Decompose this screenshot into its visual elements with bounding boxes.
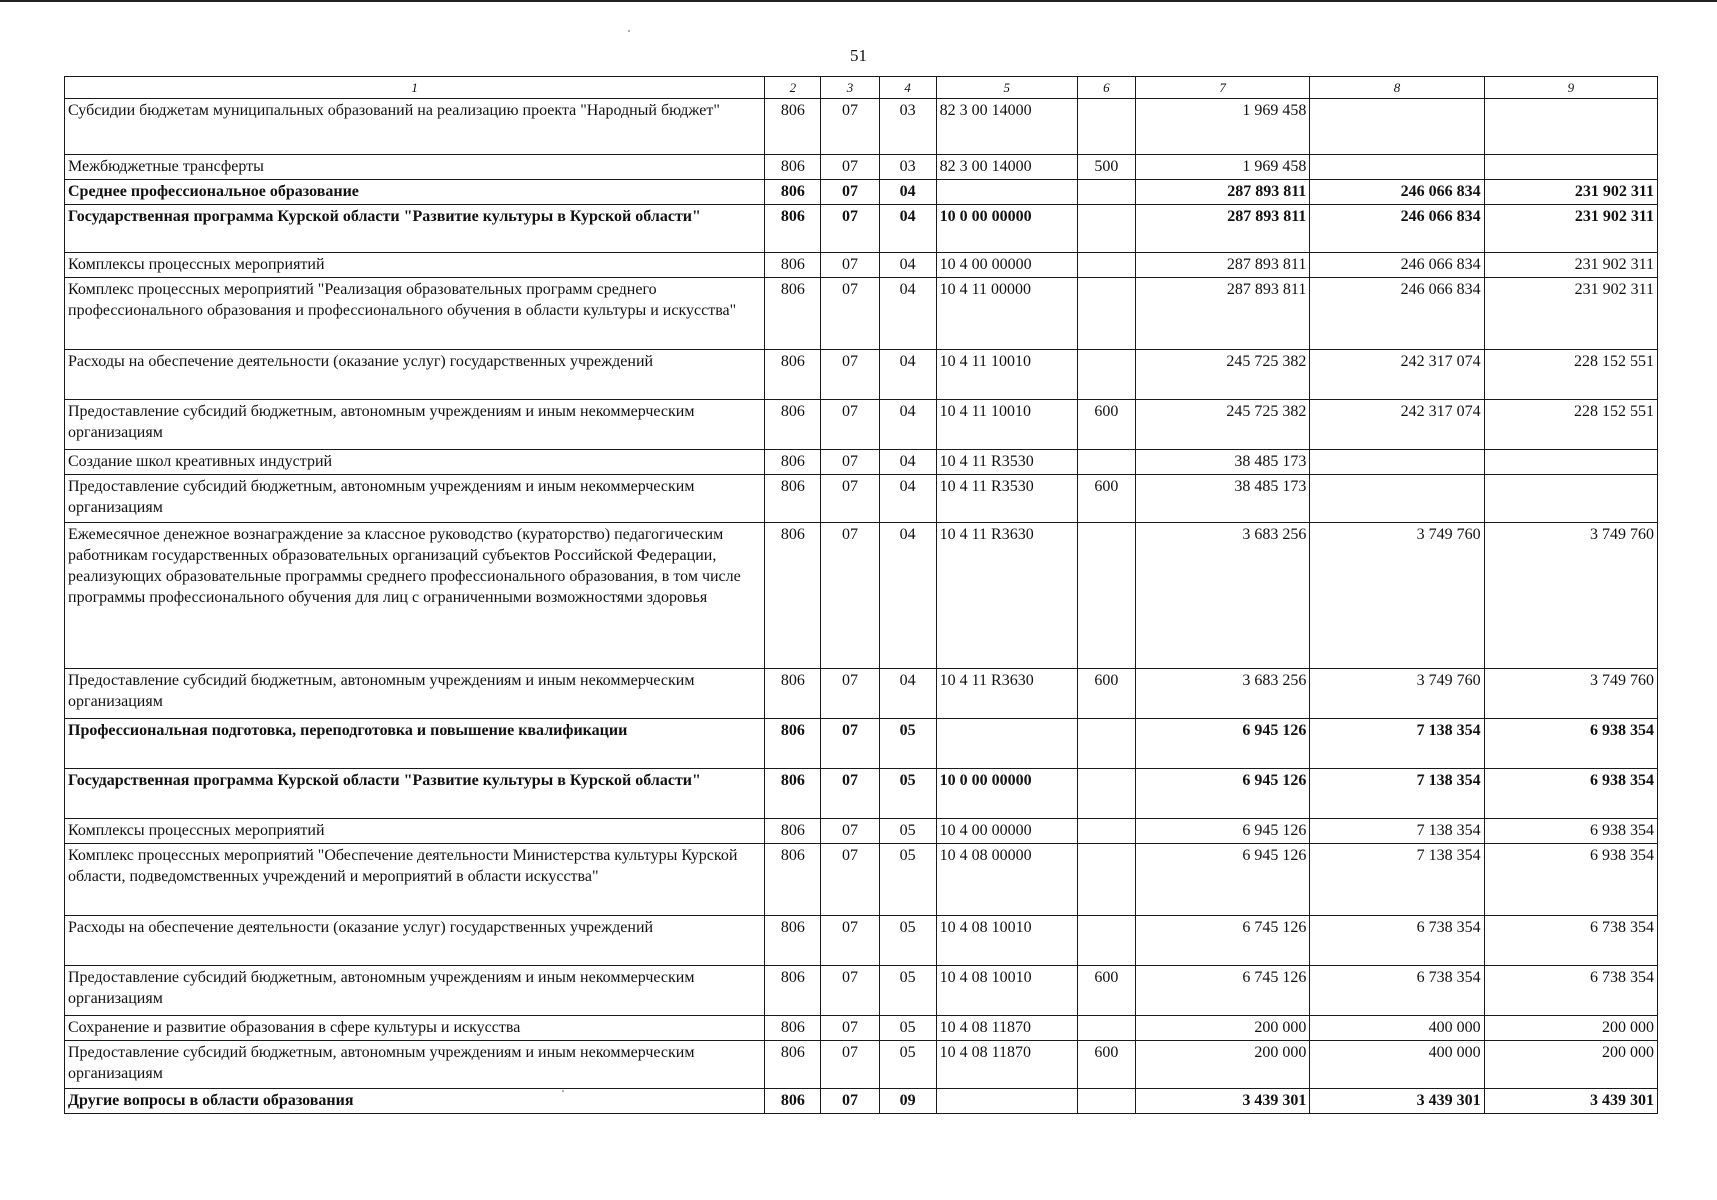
cell-target-article: 10 4 11 R3530 [936, 475, 1077, 523]
cell-subsection-code: 05 [879, 1016, 936, 1041]
table-row [65, 1089, 1658, 1114]
cell-ministry-code: 806 [765, 819, 821, 844]
cell-target-article: 82 3 00 14000 [936, 155, 1077, 180]
cell-section-code: 07 [821, 278, 879, 350]
cell-subsection-code: 05 [879, 819, 936, 844]
cell-amount-year-1: 6 945 126 [1135, 844, 1309, 916]
table-row [65, 450, 1658, 475]
cell-amount-year-1: 1 969 458 [1135, 99, 1309, 155]
cell-target-article: 10 4 11 10010 [936, 350, 1077, 400]
cell-expense-type [1077, 916, 1135, 966]
cell-name: Расходы на обеспечение деятельности (оказание услуг) государственных учреждений [65, 916, 765, 966]
cell-amount-year-3: 228 152 551 [1484, 350, 1657, 400]
cell-section-code: 07 [821, 719, 879, 769]
cell-amount-year-3: 3 749 760 [1484, 669, 1657, 719]
cell-amount-year-2: 3 439 301 [1310, 1089, 1484, 1114]
cell-amount-year-2: 7 138 354 [1310, 719, 1484, 769]
cell-section-code: 07 [821, 844, 879, 916]
cell-expense-type [1077, 253, 1135, 278]
cell-target-article: 10 4 00 00000 [936, 819, 1077, 844]
cell-ministry-code: 806 [765, 350, 821, 400]
cell-expense-type: 600 [1077, 1041, 1135, 1089]
cell-section-code: 07 [821, 1016, 879, 1041]
cell-expense-type: 500 [1077, 155, 1135, 180]
cell-ministry-code: 806 [765, 450, 821, 475]
cell-amount-year-2: 400 000 [1310, 1041, 1484, 1089]
column-number: 4 [879, 77, 936, 99]
cell-name: Ежемесячное денежное вознаграждение за классное руководство (кураторство) педагогическим работникам государственных образовательных организаций субъектов Российской Федерации, реализующих образовательные программы среднего профессионального образования, в том числе программы профессионального обучения для лиц с ограниченными возможностями здоровья [65, 523, 765, 669]
table-row [65, 1016, 1658, 1041]
cell-expense-type [1077, 1016, 1135, 1041]
table-row [65, 278, 1658, 350]
cell-subsection-code: 04 [879, 450, 936, 475]
cell-amount-year-3: 6 938 354 [1484, 769, 1657, 819]
table-row [65, 669, 1658, 719]
cell-expense-type [1077, 180, 1135, 205]
cell-ministry-code: 806 [765, 966, 821, 1016]
cell-amount-year-1: 6 745 126 [1135, 966, 1309, 1016]
cell-target-article: 10 4 00 00000 [936, 253, 1077, 278]
cell-expense-type: 600 [1077, 966, 1135, 1016]
cell-ministry-code: 806 [765, 99, 821, 155]
cell-expense-type [1077, 844, 1135, 916]
cell-subsection-code: 04 [879, 400, 936, 450]
cell-target-article [936, 180, 1077, 205]
scan-top-edge [0, 0, 1717, 2]
column-number: 3 [821, 77, 879, 99]
cell-ministry-code: 806 [765, 253, 821, 278]
page-number: 51 [850, 46, 867, 65]
cell-name: Другие вопросы в области образования [65, 1089, 765, 1114]
cell-expense-type [1077, 350, 1135, 400]
cell-amount-year-2: 246 066 834 [1310, 253, 1484, 278]
cell-subsection-code: 04 [879, 350, 936, 400]
cell-amount-year-3: 231 902 311 [1484, 180, 1657, 205]
cell-name: Профессиональная подготовка, переподготовка и повышение квалификации [65, 719, 765, 769]
cell-name: Расходы на обеспечение деятельности (оказание услуг) государственных учреждений [65, 350, 765, 400]
cell-amount-year-3: 228 152 551 [1484, 400, 1657, 450]
cell-target-article: 10 4 08 00000 [936, 844, 1077, 916]
table-row [65, 769, 1658, 819]
column-number: 8 [1310, 77, 1484, 99]
cell-expense-type [1077, 769, 1135, 819]
cell-target-article: 10 4 11 R3630 [936, 523, 1077, 669]
cell-ministry-code: 806 [765, 1041, 821, 1089]
cell-expense-type [1077, 205, 1135, 253]
cell-amount-year-1: 1 969 458 [1135, 155, 1309, 180]
column-number: 7 [1135, 77, 1309, 99]
cell-expense-type [1077, 523, 1135, 669]
cell-subsection-code: 04 [879, 278, 936, 350]
column-number: 6 [1077, 77, 1135, 99]
cell-subsection-code: 03 [879, 99, 936, 155]
cell-target-article [936, 719, 1077, 769]
table-row [65, 966, 1658, 1016]
cell-expense-type [1077, 450, 1135, 475]
cell-amount-year-1: 6 945 126 [1135, 769, 1309, 819]
cell-amount-year-1: 3 683 256 [1135, 669, 1309, 719]
column-number: 1 [65, 77, 765, 99]
cell-subsection-code: 04 [879, 475, 936, 523]
cell-ministry-code: 806 [765, 523, 821, 669]
cell-amount-year-3 [1484, 475, 1657, 523]
table-row [65, 350, 1658, 400]
cell-section-code: 07 [821, 475, 879, 523]
table-row [65, 205, 1658, 253]
cell-amount-year-3: 3 749 760 [1484, 523, 1657, 669]
cell-amount-year-1: 6 745 126 [1135, 916, 1309, 966]
table-row [65, 719, 1658, 769]
cell-ministry-code: 806 [765, 669, 821, 719]
cell-amount-year-3: 6 938 354 [1484, 844, 1657, 916]
cell-ministry-code: 806 [765, 155, 821, 180]
cell-ministry-code: 806 [765, 475, 821, 523]
cell-ministry-code: 806 [765, 278, 821, 350]
cell-ministry-code: 806 [765, 180, 821, 205]
table-row [65, 916, 1658, 966]
cell-section-code: 07 [821, 450, 879, 475]
cell-target-article: 10 4 08 10010 [936, 916, 1077, 966]
cell-amount-year-2: 7 138 354 [1310, 769, 1484, 819]
scan-speck [562, 1090, 564, 1092]
cell-amount-year-2: 400 000 [1310, 1016, 1484, 1041]
cell-ministry-code: 806 [765, 400, 821, 450]
cell-name: Среднее профессиональное образование [65, 180, 765, 205]
cell-amount-year-1: 38 485 173 [1135, 450, 1309, 475]
cell-target-article: 82 3 00 14000 [936, 99, 1077, 155]
column-number: 5 [936, 77, 1077, 99]
cell-section-code: 07 [821, 155, 879, 180]
cell-section-code: 07 [821, 1041, 879, 1089]
cell-ministry-code: 806 [765, 1016, 821, 1041]
cell-section-code: 07 [821, 180, 879, 205]
cell-name: Предоставление субсидий бюджетным, автономным учреждениям и иным некоммерческим организациям [65, 475, 765, 523]
cell-section-code: 07 [821, 350, 879, 400]
cell-expense-type: 600 [1077, 400, 1135, 450]
cell-section-code: 07 [821, 819, 879, 844]
cell-target-article: 10 0 00 00000 [936, 205, 1077, 253]
cell-expense-type [1077, 278, 1135, 350]
cell-amount-year-3 [1484, 99, 1657, 155]
table-row [65, 523, 1658, 669]
cell-section-code: 07 [821, 99, 879, 155]
cell-expense-type [1077, 99, 1135, 155]
cell-amount-year-3: 231 902 311 [1484, 278, 1657, 350]
cell-subsection-code: 03 [879, 155, 936, 180]
cell-name: Создание школ креативных индустрий [65, 450, 765, 475]
cell-amount-year-2: 6 738 354 [1310, 916, 1484, 966]
cell-target-article: 10 4 11 00000 [936, 278, 1077, 350]
budget-table [64, 76, 1658, 1114]
cell-amount-year-2: 3 749 760 [1310, 669, 1484, 719]
cell-target-article: 10 4 11 R3530 [936, 450, 1077, 475]
cell-amount-year-3: 231 902 311 [1484, 205, 1657, 253]
cell-section-code: 07 [821, 523, 879, 669]
budget-table-body [65, 99, 1658, 1114]
cell-amount-year-2: 246 066 834 [1310, 278, 1484, 350]
cell-amount-year-1: 245 725 382 [1135, 350, 1309, 400]
cell-amount-year-1: 6 945 126 [1135, 819, 1309, 844]
cell-amount-year-2: 246 066 834 [1310, 180, 1484, 205]
cell-amount-year-2: 6 738 354 [1310, 966, 1484, 1016]
cell-target-article: 10 4 08 10010 [936, 966, 1077, 1016]
table-row [65, 253, 1658, 278]
cell-amount-year-3: 3 439 301 [1484, 1089, 1657, 1114]
cell-ministry-code: 806 [765, 719, 821, 769]
cell-target-article: 10 4 11 R3630 [936, 669, 1077, 719]
cell-subsection-code: 04 [879, 669, 936, 719]
cell-amount-year-2 [1310, 450, 1484, 475]
cell-target-article: 10 4 08 11870 [936, 1041, 1077, 1089]
cell-subsection-code: 04 [879, 180, 936, 205]
cell-name: Предоставление субсидий бюджетным, автономным учреждениям и иным некоммерческим организациям [65, 669, 765, 719]
cell-amount-year-1: 287 893 811 [1135, 253, 1309, 278]
cell-amount-year-2: 7 138 354 [1310, 844, 1484, 916]
cell-subsection-code: 05 [879, 966, 936, 1016]
cell-name: Комплексы процессных мероприятий [65, 253, 765, 278]
cell-ministry-code: 806 [765, 916, 821, 966]
cell-amount-year-1: 3 683 256 [1135, 523, 1309, 669]
cell-amount-year-3: 6 938 354 [1484, 719, 1657, 769]
column-number: 2 [765, 77, 821, 99]
table-row [65, 400, 1658, 450]
table-row [65, 99, 1658, 155]
cell-target-article: 10 0 00 00000 [936, 769, 1077, 819]
cell-amount-year-1: 38 485 173 [1135, 475, 1309, 523]
cell-ministry-code: 806 [765, 1089, 821, 1114]
cell-amount-year-2: 242 317 074 [1310, 400, 1484, 450]
cell-subsection-code: 09 [879, 1089, 936, 1114]
table-row [65, 180, 1658, 205]
cell-subsection-code: 04 [879, 205, 936, 253]
cell-expense-type [1077, 719, 1135, 769]
column-number: 9 [1484, 77, 1657, 99]
cell-subsection-code: 04 [879, 523, 936, 669]
cell-section-code: 07 [821, 1089, 879, 1114]
column-number-row [65, 77, 1658, 99]
cell-amount-year-3: 200 000 [1484, 1016, 1657, 1041]
cell-ministry-code: 806 [765, 205, 821, 253]
cell-subsection-code: 05 [879, 1041, 936, 1089]
scan-speck [628, 30, 630, 32]
cell-section-code: 07 [821, 253, 879, 278]
cell-amount-year-1: 245 725 382 [1135, 400, 1309, 450]
cell-name: Комплекс процессных мероприятий "Реализация образовательных программ среднего профессионального образования и профессионального обучения в области культуры и искусства" [65, 278, 765, 350]
cell-section-code: 07 [821, 769, 879, 819]
cell-amount-year-3 [1484, 450, 1657, 475]
cell-subsection-code: 04 [879, 253, 936, 278]
cell-amount-year-1: 287 893 811 [1135, 278, 1309, 350]
cell-amount-year-1: 3 439 301 [1135, 1089, 1309, 1114]
cell-amount-year-3: 6 738 354 [1484, 966, 1657, 1016]
cell-amount-year-3: 6 738 354 [1484, 916, 1657, 966]
cell-expense-type: 600 [1077, 669, 1135, 719]
table-row [65, 475, 1658, 523]
cell-amount-year-3: 200 000 [1484, 1041, 1657, 1089]
table-row [65, 1041, 1658, 1089]
cell-section-code: 07 [821, 669, 879, 719]
cell-amount-year-3: 231 902 311 [1484, 253, 1657, 278]
cell-name: Государственная программа Курской области "Развитие культуры в Курской области" [65, 205, 765, 253]
cell-amount-year-1: 200 000 [1135, 1041, 1309, 1089]
cell-target-article: 10 4 11 10010 [936, 400, 1077, 450]
cell-subsection-code: 05 [879, 769, 936, 819]
cell-amount-year-2 [1310, 155, 1484, 180]
cell-expense-type [1077, 1089, 1135, 1114]
cell-expense-type [1077, 819, 1135, 844]
cell-target-article [936, 1089, 1077, 1114]
cell-section-code: 07 [821, 966, 879, 1016]
cell-name: Сохранение и развитие образования в сфере культуры и искусства [65, 1016, 765, 1041]
table-row [65, 155, 1658, 180]
cell-expense-type: 600 [1077, 475, 1135, 523]
cell-name: Комплексы процессных мероприятий [65, 819, 765, 844]
cell-amount-year-2: 3 749 760 [1310, 523, 1484, 669]
cell-name: Предоставление субсидий бюджетным, автономным учреждениям и иным некоммерческим организациям [65, 966, 765, 1016]
cell-amount-year-1: 200 000 [1135, 1016, 1309, 1041]
cell-name: Государственная программа Курской области "Развитие культуры в Курской области" [65, 769, 765, 819]
cell-amount-year-2: 246 066 834 [1310, 205, 1484, 253]
cell-section-code: 07 [821, 205, 879, 253]
cell-name: Субсидии бюджетам муниципальных образований на реализацию проекта "Народный бюджет" [65, 99, 765, 155]
cell-section-code: 07 [821, 400, 879, 450]
cell-amount-year-1: 6 945 126 [1135, 719, 1309, 769]
cell-target-article: 10 4 08 11870 [936, 1016, 1077, 1041]
cell-ministry-code: 806 [765, 844, 821, 916]
cell-name: Предоставление субсидий бюджетным, автономным учреждениям и иным некоммерческим организациям [65, 400, 765, 450]
cell-subsection-code: 05 [879, 844, 936, 916]
table-row [65, 819, 1658, 844]
cell-amount-year-2: 7 138 354 [1310, 819, 1484, 844]
cell-amount-year-2 [1310, 475, 1484, 523]
cell-amount-year-2 [1310, 99, 1484, 155]
cell-amount-year-2: 242 317 074 [1310, 350, 1484, 400]
cell-amount-year-3: 6 938 354 [1484, 819, 1657, 844]
cell-section-code: 07 [821, 916, 879, 966]
cell-name: Предоставление субсидий бюджетным, автономным учреждениям и иным некоммерческим организациям [65, 1041, 765, 1089]
cell-name: Межбюджетные трансферты [65, 155, 765, 180]
cell-ministry-code: 806 [765, 769, 821, 819]
cell-amount-year-1: 287 893 811 [1135, 180, 1309, 205]
table-row [65, 844, 1658, 916]
cell-subsection-code: 05 [879, 719, 936, 769]
cell-subsection-code: 05 [879, 916, 936, 966]
cell-name: Комплекс процессных мероприятий "Обеспечение деятельности Министерства культуры Курской области, подведомственных учреждений и мероприятий в области искусства" [65, 844, 765, 916]
cell-amount-year-3 [1484, 155, 1657, 180]
cell-amount-year-1: 287 893 811 [1135, 205, 1309, 253]
